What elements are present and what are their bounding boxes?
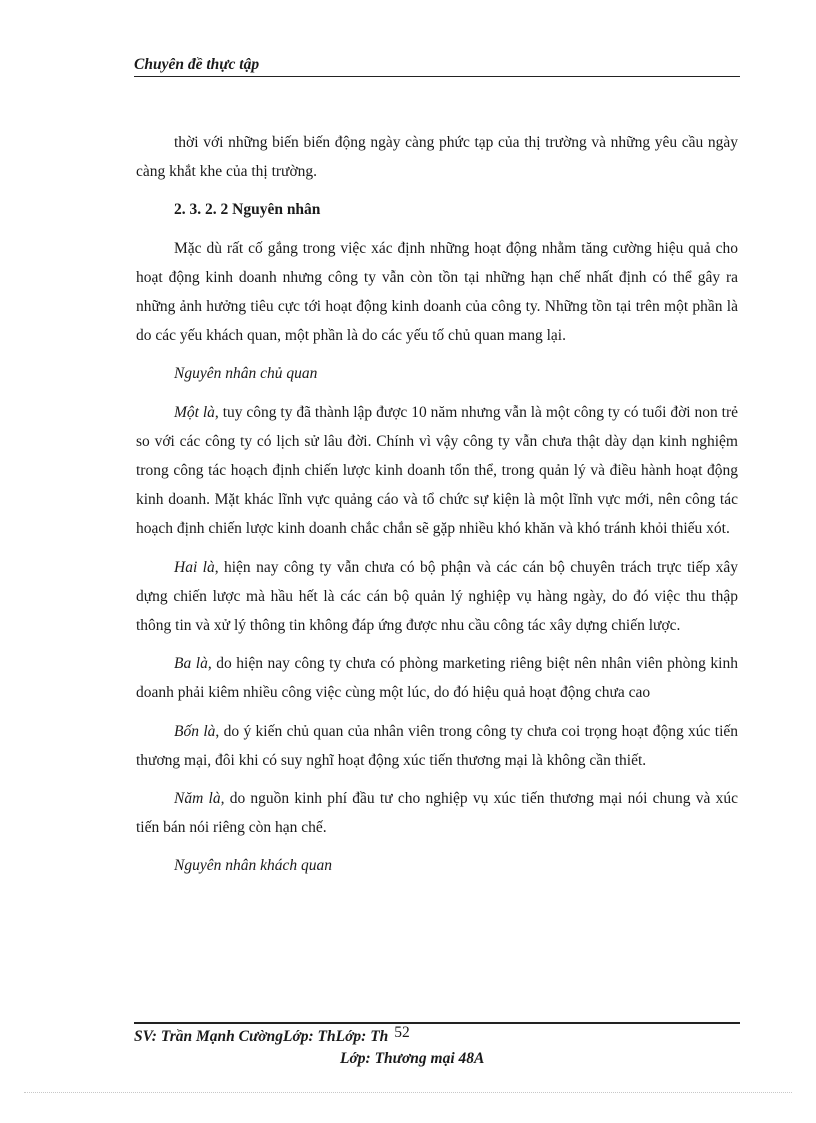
paragraph-reason-1 bbox=[136, 398, 738, 544]
reason-text: do nguồn kinh phí đầu tư cho nghiệp vụ xúc tiến thương mại nói chung và xúc tiến bán nói riêng còn hạn chế. bbox=[136, 790, 738, 837]
paragraph-reason-4 bbox=[136, 717, 738, 775]
reason-lead: Năm là, bbox=[174, 790, 225, 808]
page-footer bbox=[134, 1022, 740, 1068]
reason-text: , do ý kiến chủ quan của nhân viên trong công ty chưa coi trọng hoạt động xúc tiến thương mại, đôi khi có suy nghĩ hoạt động xúc tiến thương mại là không cần thiết. bbox=[136, 722, 738, 769]
paragraph-continuation: thời với những biến biến động ngày càng phức tạp của thị trường và những yêu cầu ngày càng khắt khe của thị trường. bbox=[136, 134, 738, 181]
page-header bbox=[134, 56, 740, 77]
reason-text: , do hiện nay công ty chưa có phòng marketing riêng biệt nên nhân viên phòng kinh doanh phải kiêm nhiều công việc cùng một lúc, do đó hiệu quả hoạt động chưa cao bbox=[136, 655, 738, 702]
reason-lead: Ba là bbox=[174, 655, 208, 673]
reason-lead: Bốn là bbox=[174, 722, 216, 740]
subheading-subjective-causes: Nguyên nhân chủ quan bbox=[174, 365, 318, 383]
paragraph-reason-5 bbox=[136, 784, 738, 842]
page-number: 52 bbox=[394, 1024, 410, 1041]
subheading-objective-causes: Nguyên nhân khách quan bbox=[174, 857, 332, 875]
reason-lead: Hai là bbox=[174, 558, 215, 576]
section-heading: 2. 3. 2. 2 Nguyên nhân bbox=[174, 201, 321, 219]
footer-student-info: SV: Trần Mạnh CườngLớp: ThLớp: Th bbox=[134, 1028, 389, 1045]
paragraph-intro: Mặc dù rất cố gắng trong việc xác định những hoạt động nhằm tăng cường hiệu quả cho hoạt động kinh doanh nhưng công ty vẫn còn tồn tại những hạn chế nhất định có thể gây ra những ảnh hưởng tiêu cực tới hoạt động kinh doanh của công ty. Những tồn tại trên một phần là do các yếu khách quan, một phần là do các yếu tố chủ quan mang lại. bbox=[136, 239, 738, 345]
page-edge-divider bbox=[24, 1092, 792, 1093]
reason-lead: Một là bbox=[174, 403, 215, 421]
paragraph-reason-2 bbox=[136, 553, 738, 641]
footer-class-info: Lớp: Thương mại 48A bbox=[340, 1050, 485, 1067]
reason-text: , hiện nay công ty vẫn chưa có bộ phận và các cán bộ chuyên trách trực tiếp xây dựng chiến lược mà hầu hết là các cán bộ quản lý nghiệp vụ hàng ngày, do đó việc thu thập thông tin và xử lý thông tin không đáp ứng được nhu cầu công tác xây dựng chiến lược. bbox=[136, 558, 739, 635]
reason-text: , tuy công ty đã thành lập được 10 năm nhưng vẫn là một công ty có tuổi đời non trẻ so với các công ty có lịch sử lâu đời. Chính vì vậy công ty vẫn chưa thật dày dạn kinh nghiệm trong công tác hoạch định chiến lược kinh doanh tổn thể, trong quản lý và điều hành hoạt động kinh doanh. Mặt khác lĩnh vực quảng cáo và tổ chức sự kiện là một lĩnh vực mới, nên công tác hoạch định chiến lược kinh doanh chắc chắn sẽ gặp nhiều khó khăn và khó tránh khỏi thiếu xót. bbox=[136, 403, 738, 538]
footer-student-line bbox=[134, 1024, 740, 1048]
paragraph-reason-3 bbox=[136, 649, 738, 707]
header-title: Chuyên đề thực tập bbox=[134, 56, 260, 73]
document-body bbox=[136, 128, 738, 890]
